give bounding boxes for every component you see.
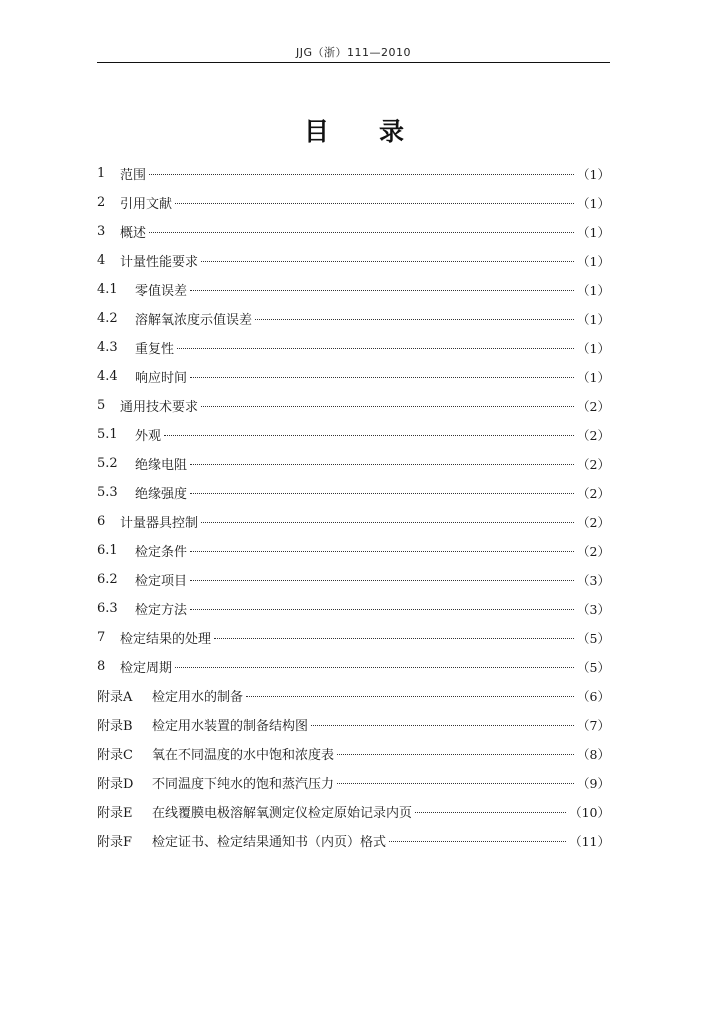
toc-entry-page: （1） bbox=[577, 195, 610, 211]
toc-dot-leader bbox=[201, 406, 574, 407]
toc-entry-title: 检定条件 bbox=[135, 545, 188, 560]
toc-entry-page: （1） bbox=[577, 311, 610, 327]
toc-entry-number: 3 bbox=[97, 224, 106, 239]
toc-entry-title: 不同温度下纯水的饱和蒸汽压力 bbox=[152, 777, 335, 792]
toc-entry-title: 检定方法 bbox=[135, 603, 188, 618]
toc-entry-number: 2 bbox=[97, 195, 106, 210]
toc-entry-page: （6） bbox=[577, 688, 610, 704]
toc-entry-title: 引用文献 bbox=[120, 197, 173, 212]
toc-dot-leader bbox=[337, 783, 574, 784]
toc-entry-number: 6.3 bbox=[97, 601, 118, 616]
toc-entry-page: （1） bbox=[577, 369, 610, 385]
toc-entry[interactable] bbox=[97, 797, 610, 826]
toc-entry-number: 7 bbox=[97, 630, 106, 645]
toc-entry-page: （1） bbox=[577, 340, 610, 356]
toc-entry-page: （2） bbox=[577, 543, 610, 559]
toc-entry-number: 附录F bbox=[97, 835, 133, 850]
toc-entry-number: 4.2 bbox=[97, 311, 118, 326]
toc-entry[interactable] bbox=[97, 246, 610, 275]
toc-entry[interactable] bbox=[97, 739, 610, 768]
toc-entry-number: 1 bbox=[97, 166, 106, 181]
toc-entry-title: 重复性 bbox=[135, 342, 175, 357]
toc-dot-leader bbox=[190, 551, 574, 552]
toc-dot-leader bbox=[389, 841, 566, 842]
toc-entry-title: 外观 bbox=[135, 429, 162, 444]
toc-entry-title: 检定用水装置的制备结构图 bbox=[152, 719, 309, 734]
toc-dot-leader bbox=[201, 522, 574, 523]
toc-entry[interactable] bbox=[97, 507, 610, 536]
toc-dot-leader bbox=[337, 754, 574, 755]
toc-dot-leader bbox=[311, 725, 574, 726]
toc-entry-title: 检定周期 bbox=[120, 661, 173, 676]
toc-entry[interactable] bbox=[97, 188, 610, 217]
toc-entry[interactable] bbox=[97, 536, 610, 565]
toc-entry-title: 在线覆膜电极溶解氧测定仪检定原始记录内页 bbox=[152, 806, 413, 821]
table-of-contents bbox=[97, 159, 610, 855]
toc-entry-number: 4.1 bbox=[97, 282, 118, 297]
toc-entry-number: 附录A bbox=[97, 690, 133, 705]
document-code-header: JJG（浙）111—2010 bbox=[295, 46, 411, 59]
toc-entry-title: 响应时间 bbox=[135, 371, 188, 386]
toc-entry[interactable] bbox=[97, 594, 610, 623]
toc-dot-leader bbox=[190, 464, 574, 465]
toc-entry-title: 检定用水的制备 bbox=[152, 690, 244, 705]
toc-entry-page: （5） bbox=[577, 659, 610, 675]
toc-entry-page: （2） bbox=[577, 427, 610, 443]
toc-entry-number: 附录D bbox=[97, 777, 134, 792]
toc-entry-number: 附录C bbox=[97, 748, 133, 763]
toc-entry-title: 范围 bbox=[120, 168, 147, 183]
toc-entry-title: 检定结果的处理 bbox=[120, 632, 212, 647]
toc-entry-number: 8 bbox=[97, 659, 106, 674]
toc-entry-title: 检定证书、检定结果通知书（内页）格式 bbox=[152, 835, 387, 850]
toc-entry-number: 5.1 bbox=[97, 427, 118, 442]
toc-dot-leader bbox=[190, 493, 574, 494]
toc-dot-leader bbox=[149, 174, 574, 175]
toc-entry-page: （2） bbox=[577, 485, 610, 501]
toc-dot-leader bbox=[214, 638, 574, 639]
toc-dot-leader bbox=[177, 348, 574, 349]
toc-entry-page: （10） bbox=[569, 804, 610, 820]
toc-dot-leader bbox=[255, 319, 574, 320]
toc-entry-page: （9） bbox=[577, 775, 610, 791]
toc-entry-title: 概述 bbox=[120, 226, 147, 241]
toc-entry-number: 附录B bbox=[97, 719, 133, 734]
toc-entry-page: （5） bbox=[577, 630, 610, 646]
toc-entry-number: 5.2 bbox=[97, 456, 118, 471]
toc-entry[interactable] bbox=[97, 420, 610, 449]
toc-entry-page: （3） bbox=[577, 572, 610, 588]
toc-entry-title: 零值误差 bbox=[135, 284, 188, 299]
toc-entry-title: 计量性能要求 bbox=[120, 255, 199, 270]
toc-entry-page: （2） bbox=[577, 514, 610, 530]
toc-entry-title: 检定项目 bbox=[135, 574, 188, 589]
toc-entry-number: 附录E bbox=[97, 806, 133, 821]
toc-entry-title: 通用技术要求 bbox=[120, 400, 199, 415]
toc-entry-page: （1） bbox=[577, 282, 610, 298]
toc-entry-title: 溶解氧浓度示值误差 bbox=[135, 313, 253, 328]
toc-entry-title: 计量器具控制 bbox=[120, 516, 199, 531]
toc-entry-title: 绝缘电阻 bbox=[135, 458, 188, 473]
toc-dot-leader bbox=[175, 667, 574, 668]
toc-entry[interactable] bbox=[97, 391, 610, 420]
toc-entry-page: （2） bbox=[577, 456, 610, 472]
toc-dot-leader bbox=[415, 812, 566, 813]
toc-entry-number: 5.3 bbox=[97, 485, 118, 500]
toc-entry[interactable] bbox=[97, 304, 610, 333]
toc-entry-number: 4.3 bbox=[97, 340, 118, 355]
toc-entry[interactable] bbox=[97, 681, 610, 710]
toc-entry-page: （8） bbox=[577, 746, 610, 762]
header-rule bbox=[97, 62, 610, 63]
toc-dot-leader bbox=[190, 377, 574, 378]
toc-entry-page: （1） bbox=[577, 166, 610, 182]
toc-entry-number: 5 bbox=[97, 398, 106, 413]
toc-entry[interactable] bbox=[97, 333, 610, 362]
toc-entry[interactable] bbox=[97, 478, 610, 507]
toc-dot-leader bbox=[164, 435, 574, 436]
toc-dot-leader bbox=[149, 232, 574, 233]
toc-entry[interactable] bbox=[97, 623, 610, 652]
toc-dot-leader bbox=[175, 203, 574, 204]
toc-entry-number: 4 bbox=[97, 253, 106, 268]
toc-dot-leader bbox=[190, 609, 574, 610]
toc-entry-title: 氧在不同温度的水中饱和浓度表 bbox=[152, 748, 335, 763]
page-title: 目录 bbox=[303, 117, 454, 146]
toc-dot-leader bbox=[190, 290, 574, 291]
toc-entry-page: （1） bbox=[577, 224, 610, 240]
toc-entry-number: 6.2 bbox=[97, 572, 118, 587]
toc-entry-page: （2） bbox=[577, 398, 610, 414]
toc-entry-page: （7） bbox=[577, 717, 610, 733]
toc-entry[interactable] bbox=[97, 159, 610, 188]
toc-entry-page: （1） bbox=[577, 253, 610, 269]
toc-entry[interactable] bbox=[97, 652, 610, 681]
toc-dot-leader bbox=[190, 580, 574, 581]
toc-entry-page: （11） bbox=[569, 833, 610, 849]
toc-entry-page: （3） bbox=[577, 601, 610, 617]
toc-entry-title: 绝缘强度 bbox=[135, 487, 188, 502]
toc-entry-number: 6.1 bbox=[97, 543, 118, 558]
toc-dot-leader bbox=[246, 696, 574, 697]
toc-entry-number: 4.4 bbox=[97, 369, 118, 384]
toc-entry[interactable] bbox=[97, 275, 610, 304]
toc-dot-leader bbox=[201, 261, 574, 262]
toc-entry[interactable] bbox=[97, 217, 610, 246]
toc-entry[interactable] bbox=[97, 449, 610, 478]
toc-entry[interactable] bbox=[97, 362, 610, 391]
toc-entry[interactable] bbox=[97, 565, 610, 594]
toc-entry-number: 6 bbox=[97, 514, 106, 529]
toc-entry[interactable] bbox=[97, 710, 610, 739]
toc-entry[interactable] bbox=[97, 768, 610, 797]
toc-entry[interactable] bbox=[97, 826, 610, 855]
